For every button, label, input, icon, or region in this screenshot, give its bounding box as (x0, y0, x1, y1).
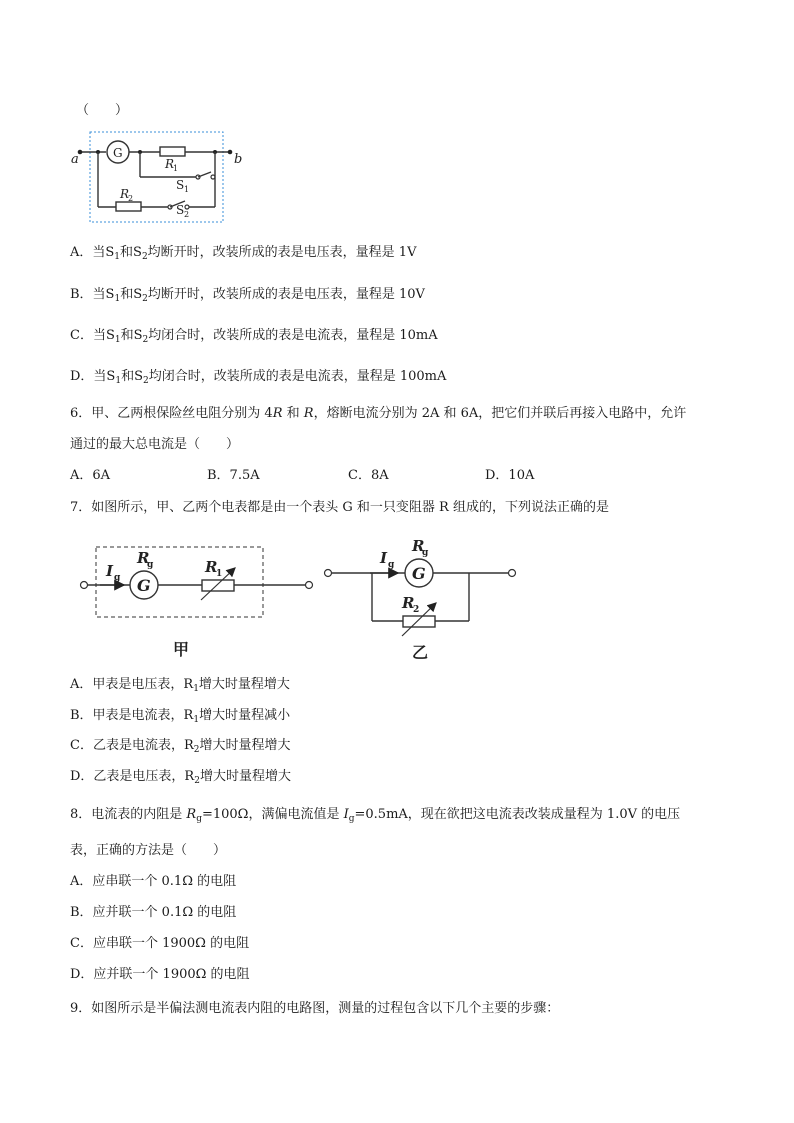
svg-text:1: 1 (216, 569, 223, 579)
svg-text:R: R (205, 558, 218, 576)
fig-jia-caption: 甲 (173, 640, 190, 659)
s2-label: S (176, 203, 185, 217)
fig-yi-caption: 乙 (412, 643, 429, 662)
r1-label-sub: 1 (173, 164, 179, 173)
svg-text:R: R (412, 537, 425, 555)
q6-option-d[interactable]: D．10A (485, 468, 535, 483)
q6-option-a[interactable]: A．6A (70, 468, 111, 483)
node-a-label: a (71, 152, 79, 167)
q5-answer-bracket: （ ） (76, 103, 129, 118)
s1-label-sub: 1 (184, 185, 190, 194)
q7-option-c[interactable]: C．乙表是电流表，$R_2$增大时量程增大 (70, 738, 291, 755)
r1-label: R (165, 157, 175, 171)
q8-option-a[interactable]: A．应串联一个 0.1Ω 的电阻 (70, 874, 237, 889)
q5-option-d[interactable]: D．当$S_1$和$S_2$均闭合时，改装所成的表是电流表，量程是 100mA (70, 369, 447, 386)
q8-option-b[interactable]: B．应并联一个 0.1Ω 的电阻 (70, 905, 237, 920)
svg-text:G: G (137, 576, 151, 595)
q8-option-d[interactable]: D．应并联一个 1900Ω 的电阻 (70, 967, 250, 982)
q9-stem: 9．如图所示是半偏法测电流表内阻的电路图，测量的过程包含以下几个主要的步骤： (70, 1001, 560, 1016)
q5-option-b[interactable]: B．当$S_1$和$S_2$均断开时，改装所成的表是电压表，量程是 10V (70, 287, 425, 304)
node-b-label: b (234, 152, 243, 167)
q7-option-d[interactable]: D．乙表是电压表，$R_2$增大时量程增大 (70, 769, 291, 786)
q8-option-c[interactable]: C．应串联一个 1900Ω 的电阻 (70, 936, 250, 951)
svg-text:g: g (114, 573, 121, 583)
q7-stem: 7．如图所示，甲、乙两个电表都是由一个表头 G 和一只变阻器 R 组成的，下列说法正确的是 (70, 500, 609, 515)
svg-text:g: g (422, 548, 429, 558)
q6-option-b[interactable]: B．7.5A (207, 468, 260, 483)
q6-stem: 6．甲、乙两根保险丝电阻分别为 4R 和 R，熔断电流分别为 2A 和 6A，把它们并联后再接入电路中，允许 (70, 406, 687, 421)
svg-text:R: R (402, 594, 415, 612)
q8-stem: 8．电流表的内阻是 $R_g=100\Omega$，满偏电流值是 $I_g=0.5mA$，现在欲把这电流表改装成量程为 1.0V 的电压 (70, 807, 681, 824)
galvanometer-label: G (113, 146, 123, 160)
q6-stem-line2: 通过的最大总电流是（ ） (70, 437, 240, 452)
q6-option-c[interactable]: C．8A (348, 468, 389, 483)
svg-text:g: g (147, 560, 154, 570)
s2-label-sub: 2 (184, 210, 190, 219)
q7-option-a[interactable]: A．甲表是电压表，$R_1$增大时量程增大 (70, 677, 290, 694)
svg-text:R: R (137, 549, 150, 567)
q8-stem-line2: 表，正确的方法是（ ） (70, 843, 227, 858)
r2-label-sub: 2 (128, 194, 134, 203)
s1-label: S (176, 178, 185, 192)
q5-option-a[interactable]: A．当$S_1$和$S_2$均断开时，改装所成的表是电压表，量程是 1V (70, 245, 417, 262)
svg-text:g: g (388, 560, 395, 570)
q7-option-b[interactable]: B．甲表是电流表，$R_1$增大时量程减小 (70, 708, 291, 725)
r2-label: R (120, 187, 130, 201)
svg-text:G: G (412, 564, 426, 583)
svg-text:I: I (106, 562, 114, 580)
svg-text:I: I (380, 549, 388, 567)
svg-text:2: 2 (413, 605, 420, 615)
q5-option-c[interactable]: C．当$S_1$和$S_2$均闭合时，改装所成的表是电流表，量程是 10mA (70, 328, 438, 345)
